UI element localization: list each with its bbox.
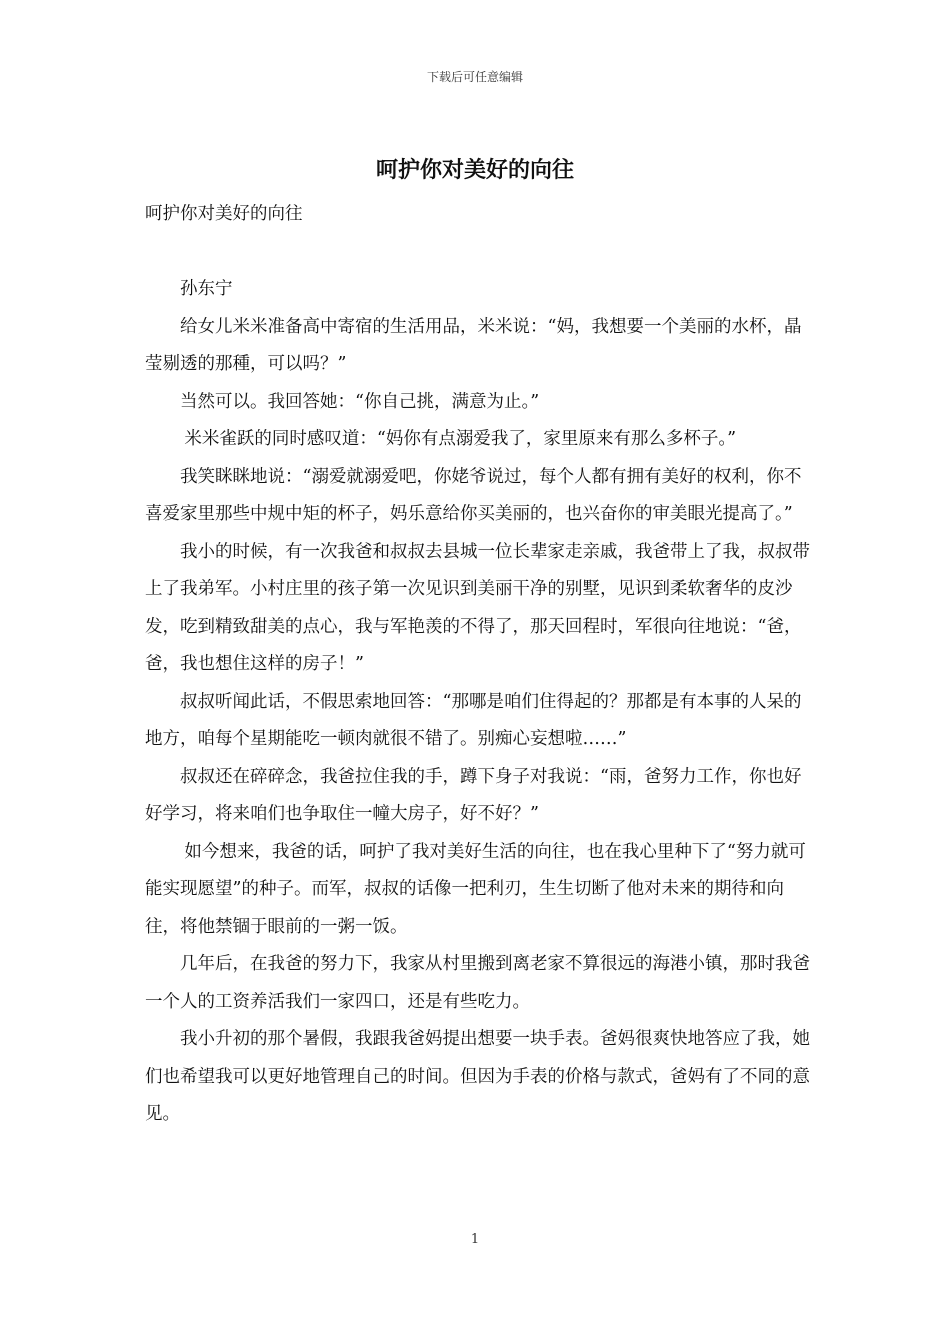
page-number: 1	[470, 1232, 480, 1247]
document-title: 呵护你对美好的向往	[375, 157, 574, 183]
paragraph: 叔叔听闻此话，不假思索地回答：“那哪是咱们住得起的？那都是有本事的人呆的地方，咱每个星期能吃一顿肉就很不错了。别痴心妄想啦……”	[145, 691, 802, 749]
document-body	[145, 196, 813, 1134]
subtitle: 呵护你对美好的向往	[145, 204, 303, 224]
paragraph: 如今想来，我爸的话，呵护了我对美好生活的向往，也在我心里种下了“努力就可能实现愿望”的种子。而军，叔叔的话像一把利刃，生生切断了他对未来的期待和向往，将他禁锢于眼前的一粥一饭。	[145, 841, 806, 937]
paragraph: 当然可以。我回答她：“你自己挑，满意为止。”	[180, 391, 540, 412]
paragraph: 我笑眯眯地说：“溺爱就溺爱吧，你姥爷说过，每个人都有拥有美好的权利，你不喜爱家里那些中规中矩的杯子，妈乐意给你买美丽的，也兴奋你的审美眼光提高了。”	[145, 466, 802, 524]
paragraph: 叔叔还在碎碎念，我爸拉住我的手，蹲下身子对我说：“雨，爸努力工作，你也好好学习，将来咱们也争取住一幢大房子，好不好？”	[145, 766, 802, 824]
author: 孙东宁	[180, 279, 233, 299]
blank-line	[145, 234, 813, 272]
paragraph: 我小升初的那个暑假，我跟我爸妈提出想要一块手表。爸妈很爽快地答应了我，她们也希望我可以更好地管理自己的时间。但因为手表的价格与款式，爸妈有了不同的意见。	[145, 1029, 810, 1124]
paragraph: 米米雀跃的同时感叹道：“妈你有点溺爱我了，家里原来有那么多杯子。”	[184, 429, 737, 449]
paragraph: 我小的时候，有一次我爸和叔叔去县城一位长辈家走亲戚，我爸带上了我，叔叔带上了我弟军。小村庄里的孩子第一次见识到美丽干净的别墅，见识到柔软奢华的皮沙发，吃到精致甜美的点心，我与军艳羡的不得了，那天回程时，军很向往地说：“爸，爸，我也想住这样的房子！”	[145, 541, 810, 674]
paragraph: 给女儿米米准备高中寄宿的生活用品，米米说：“妈，我想要一个美丽的水杯，晶莹剔透的那種，可以吗？”	[145, 316, 802, 374]
paragraph: 几年后，在我爸的努力下，我家从村里搬到离老家不算很远的海港小镇，那时我爸一个人的工资养活我们一家四口，还是有些吃力。	[145, 954, 810, 1012]
header-note: 下载后可任意编辑	[426, 70, 523, 84]
